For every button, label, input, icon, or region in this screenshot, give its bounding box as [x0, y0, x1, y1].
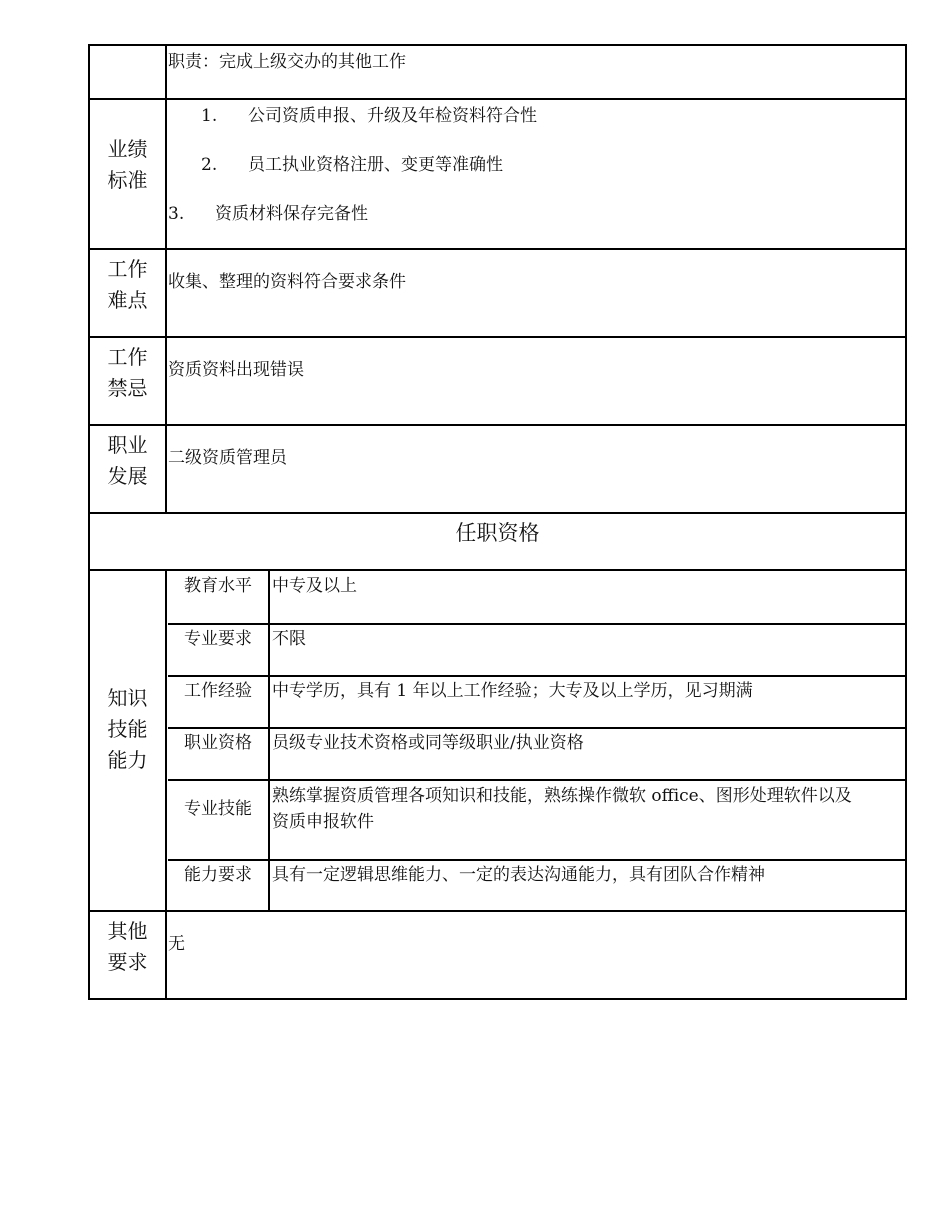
difficulty-row	[88, 248, 907, 336]
other-label-line2: 要求	[107, 950, 148, 974]
duty-content-cell	[168, 46, 905, 98]
subrow-value: 员级专业技术资格或同等级职业/执业资格	[272, 733, 584, 753]
subrow-label-cell	[168, 677, 270, 727]
subrow-label: 专业技能	[184, 799, 252, 819]
subrow-label: 能力要求	[184, 865, 252, 885]
subrow-ability	[168, 859, 905, 912]
performance-row	[88, 98, 907, 248]
subrow-label: 专业要求	[184, 629, 252, 649]
performance-label-cell	[90, 100, 167, 248]
subrow-label-cell	[168, 571, 270, 623]
knowledge-label-line3: 能力	[107, 748, 148, 772]
subrow-value-line1: 熟练掌握资质管理各项知识和技能，熟练操作微软 office、图形处理软件以及	[272, 786, 852, 806]
career-label-line1: 职业	[107, 433, 148, 457]
subrow-education	[168, 571, 905, 623]
subrow-label: 职业资格	[184, 733, 252, 753]
knowledge-label-cell	[90, 571, 167, 910]
taboo-label-line2: 禁忌	[107, 376, 148, 400]
other-row	[88, 910, 907, 1000]
list-item-number: 2.	[201, 155, 218, 175]
subrow-label: 工作经验	[184, 681, 252, 701]
difficulty-label-cell	[90, 250, 167, 336]
knowledge-label-line2: 技能	[107, 717, 148, 741]
career-text: 二级资质管理员	[168, 448, 287, 468]
list-item-number: 1.	[201, 106, 218, 126]
subrow-label-cell	[168, 729, 270, 779]
duty-text: 职责：完成上级交办的其他工作	[168, 52, 406, 72]
career-content-cell	[168, 426, 905, 512]
difficulty-label-line1: 工作	[107, 257, 148, 281]
list-item-text: 资质材料保存完备性	[215, 204, 368, 224]
career-row	[88, 424, 907, 512]
job-description-table	[88, 44, 907, 1000]
subrow-skills	[168, 779, 905, 859]
career-label-cell	[90, 426, 167, 512]
other-label-line1: 其他	[107, 919, 148, 943]
other-label-cell	[90, 912, 167, 998]
career-label-line2: 发展	[107, 464, 148, 488]
subrow-experience	[168, 675, 905, 727]
subrow-value-line2: 资质申报软件	[272, 812, 374, 832]
taboo-row	[88, 336, 907, 424]
difficulty-content-cell	[168, 250, 905, 336]
subrow-value	[272, 783, 897, 835]
subrow-label-cell	[168, 861, 270, 912]
qualification-header-row	[88, 512, 907, 569]
subrow-certification	[168, 727, 905, 779]
other-text: 无	[168, 934, 185, 954]
subrow-value: 不限	[272, 629, 306, 649]
taboo-text: 资质资料出现错误	[168, 360, 304, 380]
difficulty-label-line2: 难点	[107, 288, 148, 312]
taboo-label-line1: 工作	[107, 345, 148, 369]
subrow-value: 具有一定逻辑思维能力、一定的表达沟通能力，具有团队合作精神	[272, 865, 765, 885]
difficulty-text: 收集、整理的资料符合要求条件	[168, 272, 406, 292]
performance-label-line1: 业绩	[107, 137, 148, 161]
subrow-value: 中专及以上	[272, 576, 357, 596]
performance-label-line2: 标准	[107, 168, 148, 192]
list-item-number: 3.	[168, 204, 185, 224]
performance-content-cell	[168, 100, 905, 248]
duty-row	[88, 44, 907, 98]
knowledge-row	[88, 569, 907, 910]
subrow-value: 中专学历，具有 1 年以上工作经验；大专及以上学历，见习期满	[272, 681, 753, 701]
subrow-label-cell	[168, 625, 270, 675]
taboo-content-cell	[168, 338, 905, 424]
list-item-text: 员工执业资格注册、变更等准确性	[248, 155, 503, 175]
duty-label-cell	[90, 46, 167, 98]
subrow-label: 教育水平	[184, 576, 252, 596]
subrow-major	[168, 623, 905, 675]
section-title: 任职资格	[455, 521, 540, 545]
knowledge-label-line1: 知识	[107, 686, 148, 710]
taboo-label-cell	[90, 338, 167, 424]
subrow-label-cell	[168, 781, 270, 859]
other-content-cell	[168, 912, 905, 998]
list-item-text: 公司资质申报、升级及年检资料符合性	[248, 106, 537, 126]
